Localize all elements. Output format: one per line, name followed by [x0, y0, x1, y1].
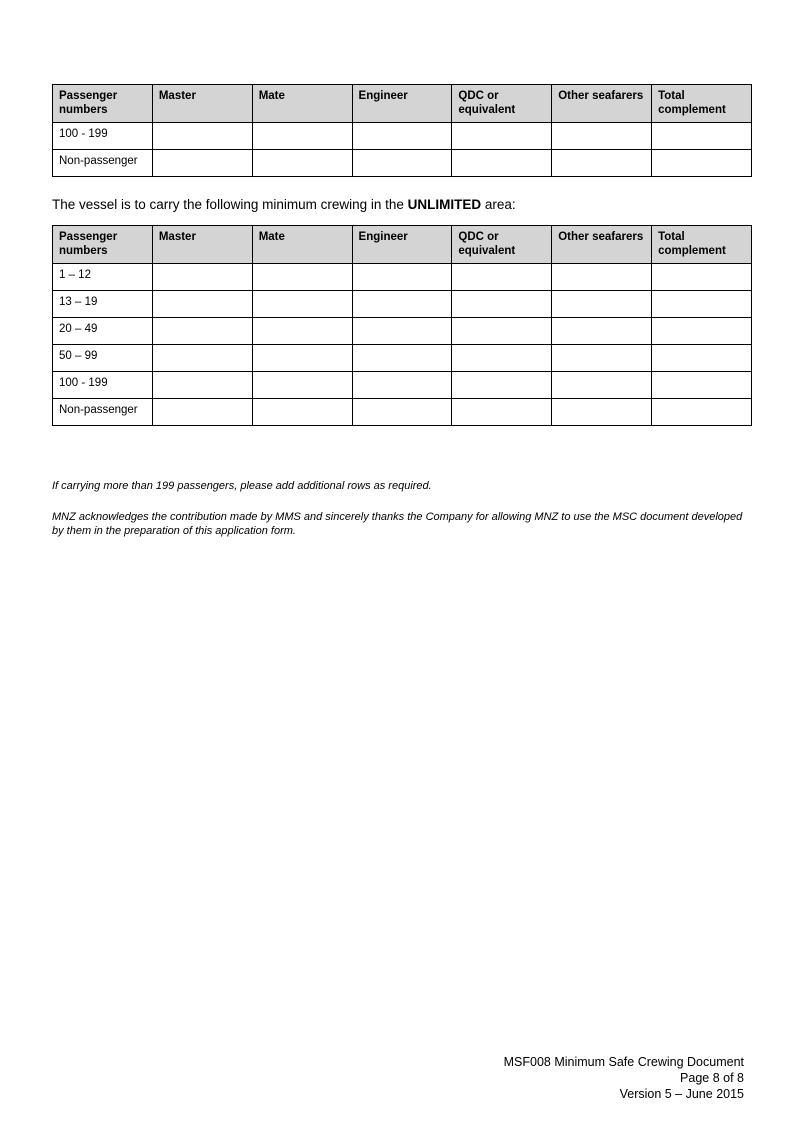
row-label-non-passenger: Non-passenger	[53, 150, 153, 177]
header-qdc-or-equivalent: QDC or equivalent	[452, 85, 552, 123]
empty-cell	[652, 264, 752, 291]
row-label-13-19: 13 – 19	[53, 291, 153, 318]
table-row	[53, 123, 752, 150]
sentence-suffix: area:	[481, 197, 516, 212]
empty-cell	[552, 123, 652, 150]
empty-cell	[152, 318, 252, 345]
empty-cell	[452, 291, 552, 318]
table-row	[53, 291, 752, 318]
empty-cell	[652, 399, 752, 426]
empty-cell	[152, 150, 252, 177]
note-additional-rows: If carrying more than 199 passengers, please add additional rows as required.	[52, 480, 432, 492]
crewing-table-continued	[52, 84, 752, 177]
sentence-prefix: The vessel is to carry the following minimum crewing in the	[52, 197, 408, 212]
header-passenger-numbers: Passenger numbers	[53, 226, 153, 264]
empty-cell	[452, 372, 552, 399]
empty-cell	[252, 291, 352, 318]
empty-cell	[452, 345, 552, 372]
empty-cell	[152, 372, 252, 399]
empty-cell	[452, 318, 552, 345]
empty-cell	[252, 123, 352, 150]
empty-cell	[352, 345, 452, 372]
header-other-seafarers: Other seafarers	[552, 226, 652, 264]
empty-cell	[452, 123, 552, 150]
empty-cell	[352, 123, 452, 150]
table-header-row	[53, 226, 752, 264]
row-label-100-199: 100 - 199	[53, 123, 153, 150]
empty-cell	[452, 150, 552, 177]
note-mnz-acknowledgement: MNZ acknowledges the contribution made by MMS and sincerely thanks the Company for allowing MNZ to use the MSC document developed by them in the preparation of this application form.	[52, 511, 743, 537]
empty-cell	[552, 150, 652, 177]
header-master: Master	[152, 85, 252, 123]
empty-cell	[252, 399, 352, 426]
page-content	[52, 84, 752, 538]
header-mate: Mate	[252, 226, 352, 264]
empty-cell	[652, 123, 752, 150]
empty-cell	[652, 345, 752, 372]
table-row	[53, 399, 752, 426]
header-total-complement: Total complement	[652, 226, 752, 264]
empty-cell	[152, 345, 252, 372]
header-other-seafarers: Other seafarers	[552, 85, 652, 123]
empty-cell	[552, 345, 652, 372]
empty-cell	[652, 318, 752, 345]
row-label-non-passenger: Non-passenger	[53, 399, 153, 426]
table-row	[53, 150, 752, 177]
header-engineer: Engineer	[352, 226, 452, 264]
empty-cell	[352, 264, 452, 291]
page-footer	[504, 1054, 744, 1102]
row-label-1-12: 1 – 12	[53, 264, 153, 291]
empty-cell	[552, 318, 652, 345]
row-label-20-49: 20 – 49	[53, 318, 153, 345]
table-row	[53, 345, 752, 372]
empty-cell	[152, 291, 252, 318]
footer-version: Version 5 – June 2015	[619, 1087, 744, 1101]
empty-cell	[252, 150, 352, 177]
empty-cell	[652, 150, 752, 177]
empty-cell	[352, 291, 452, 318]
header-qdc-or-equivalent: QDC or equivalent	[452, 226, 552, 264]
intro-sentence	[52, 196, 752, 213]
empty-cell	[552, 264, 652, 291]
empty-cell	[152, 264, 252, 291]
empty-cell	[352, 372, 452, 399]
empty-cell	[452, 399, 552, 426]
empty-cell	[652, 291, 752, 318]
empty-cell	[552, 372, 652, 399]
row-label-50-99: 50 – 99	[53, 345, 153, 372]
empty-cell	[352, 318, 452, 345]
empty-cell	[552, 291, 652, 318]
table-row	[53, 372, 752, 399]
footer-document-title: MSF008 Minimum Safe Crewing Document	[503, 1055, 744, 1069]
header-engineer: Engineer	[352, 85, 452, 123]
empty-cell	[152, 123, 252, 150]
empty-cell	[152, 399, 252, 426]
footer-page-number: Page 8 of 8	[680, 1071, 744, 1085]
empty-cell	[252, 372, 352, 399]
empty-cell	[552, 399, 652, 426]
empty-cell	[352, 399, 452, 426]
empty-cell	[452, 264, 552, 291]
empty-cell	[652, 372, 752, 399]
empty-cell	[252, 318, 352, 345]
table-row	[53, 264, 752, 291]
header-total-complement: Total complement	[652, 85, 752, 123]
table-header-row	[53, 85, 752, 123]
header-passenger-numbers: Passenger numbers	[53, 85, 153, 123]
table-row	[53, 318, 752, 345]
row-label-100-199: 100 - 199	[53, 372, 153, 399]
header-mate: Mate	[252, 85, 352, 123]
empty-cell	[352, 150, 452, 177]
empty-cell	[252, 264, 352, 291]
empty-cell	[252, 345, 352, 372]
header-master: Master	[152, 226, 252, 264]
crewing-table-unlimited	[52, 225, 752, 426]
sentence-unlimited-bold: UNLIMITED	[407, 197, 482, 212]
